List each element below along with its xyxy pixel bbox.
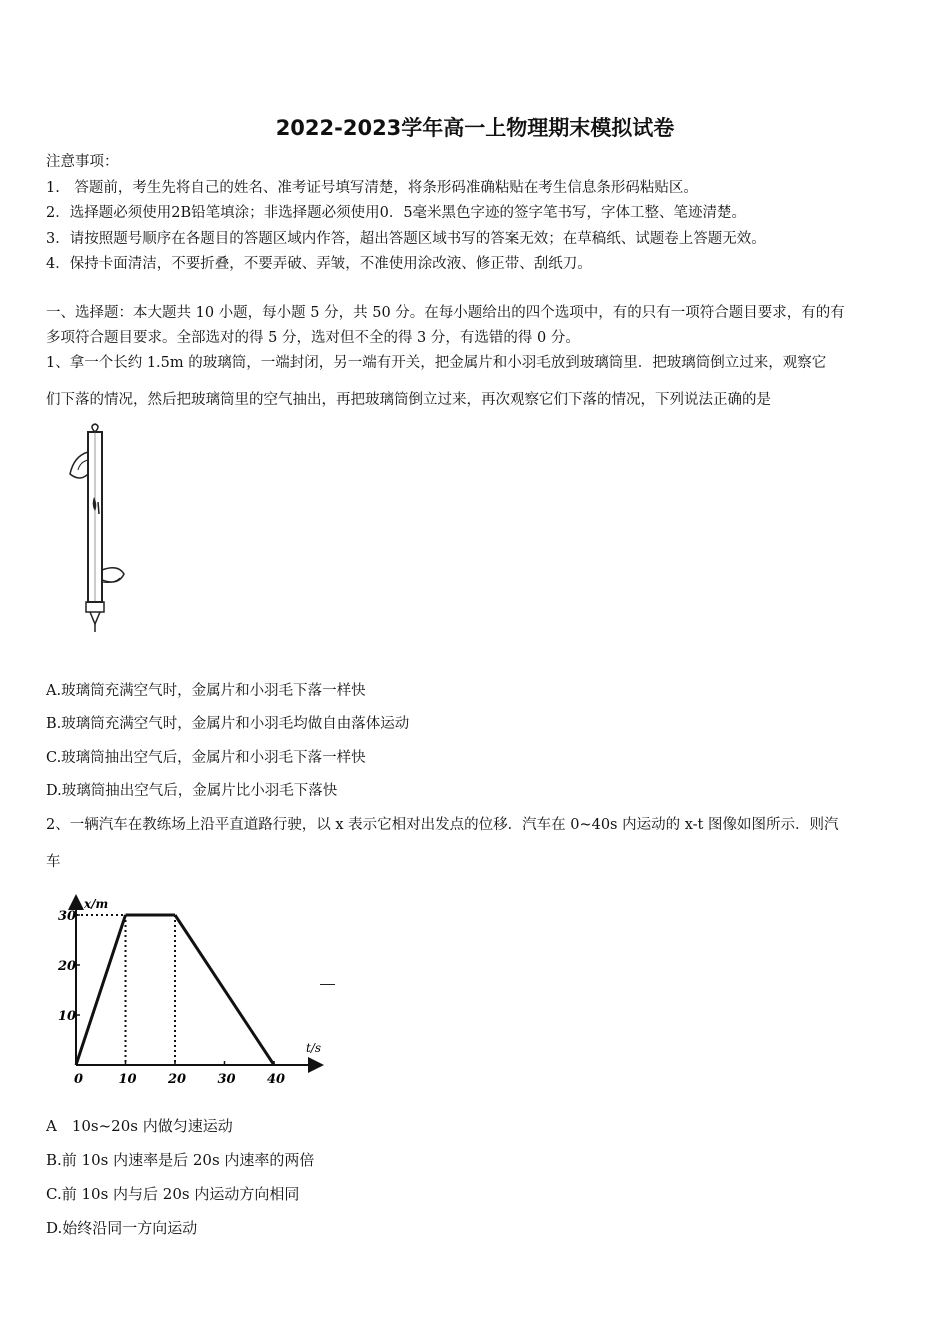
q2-stem-line-2: 车	[46, 854, 61, 870]
q1-option-d: D.玻璃筒抽出空气后，金属片比小羽毛下落快	[46, 783, 338, 799]
section-intro-line-1: 一、选择题：本大题共 10 小题，每小题 5 分，共 50 分。在每小题给出的四个选项中，有的只有一项符合题目要求，有的有	[46, 305, 845, 321]
y-tick-label-0: 10	[58, 1009, 77, 1024]
y-tick-label-1: 20	[58, 959, 77, 974]
q2-stem-line-1: 2、一辆汽车在教练场上沿平直道路行驶，以 x 表示它相对出发点的位移．汽车在 0~40s 内运动的 x-t 图像如图所示．则汽	[46, 817, 839, 833]
q1-option-b: B.玻璃筒充满空气时，金属片和小羽毛均做自由落体运动	[46, 716, 410, 732]
y-tick-label-2: 30	[58, 909, 77, 924]
q1-option-c: C.玻璃筒抽出空气后，金属片和小羽毛下落一样快	[46, 750, 366, 766]
q2-option-b: B.前 10s 内速率是后 20s 内速率的两倍	[46, 1151, 315, 1169]
notice-item-3: 3．请按照题号顺序在各题目的答题区域内作答，超出答题区域书写的答案无效；在草稿纸、试题卷上答题无效。	[46, 231, 766, 247]
x-tick-label-0: 0	[74, 1072, 84, 1087]
notice-item-2: 2．选择题必须使用2B铅笔填涂；非选择题必须使用0．5毫米黑色字迹的签字笔书写，字体工整、笔迹清楚。	[46, 205, 747, 221]
notice-item-4: 4．保持卡面清洁，不要折叠，不要弄破、弄皱，不准使用涂改液、修正带、刮纸刀。	[46, 256, 592, 272]
glass-tube-illustration	[60, 422, 140, 637]
q2-option-d: D.始终沿同一方向运动	[46, 1219, 198, 1237]
page-title: 2022-2023学年高一上物理期末模拟试卷	[275, 116, 675, 140]
x-tick-label-2: 20	[168, 1072, 187, 1087]
section-intro-line-2: 多项符合题目要求。全部选对的得 5 分，选对但不全的得 3 分，有选错的得 0 分。	[46, 330, 580, 346]
xt-graph	[50, 890, 340, 1090]
q2-option-c: C.前 10s 内与后 20s 内运动方向相同	[46, 1185, 300, 1203]
notice-heading: 注意事项：	[46, 154, 119, 170]
series-segment-0	[76, 915, 126, 1065]
x-tick-label-3: 30	[217, 1072, 236, 1087]
q1-stem-line-2: 们下落的情况，然后把玻璃筒里的空气抽出，再把玻璃筒倒立过来，再次观察它们下落的情况，下列说法正确的是	[46, 392, 771, 408]
series-segment-2	[175, 915, 274, 1065]
x-tick-label-4: 40	[267, 1072, 286, 1087]
y-axis-label: x/m	[84, 897, 109, 911]
q1-option-a: A.玻璃筒充满空气时，金属片和小羽毛下落一样快	[46, 683, 366, 699]
q2-option-a: A 10s~20s 内做匀速运动	[46, 1117, 233, 1135]
x-axis-label: t/s	[306, 1041, 322, 1055]
x-tick-label-1: 10	[118, 1072, 137, 1087]
notice-item-1: 1. 答题前，考生先将自己的姓名、准考证号填写清楚，将条形码准确粘贴在考生信息条形码粘贴区。	[46, 180, 698, 196]
q1-stem-line-1: 1、拿一个长约 1.5m 的玻璃筒，一端封闭，另一端有开关，把金属片和小羽毛放到玻璃筒里．把玻璃筒倒立过来，观察它	[46, 355, 827, 371]
stray-dash	[320, 984, 335, 985]
